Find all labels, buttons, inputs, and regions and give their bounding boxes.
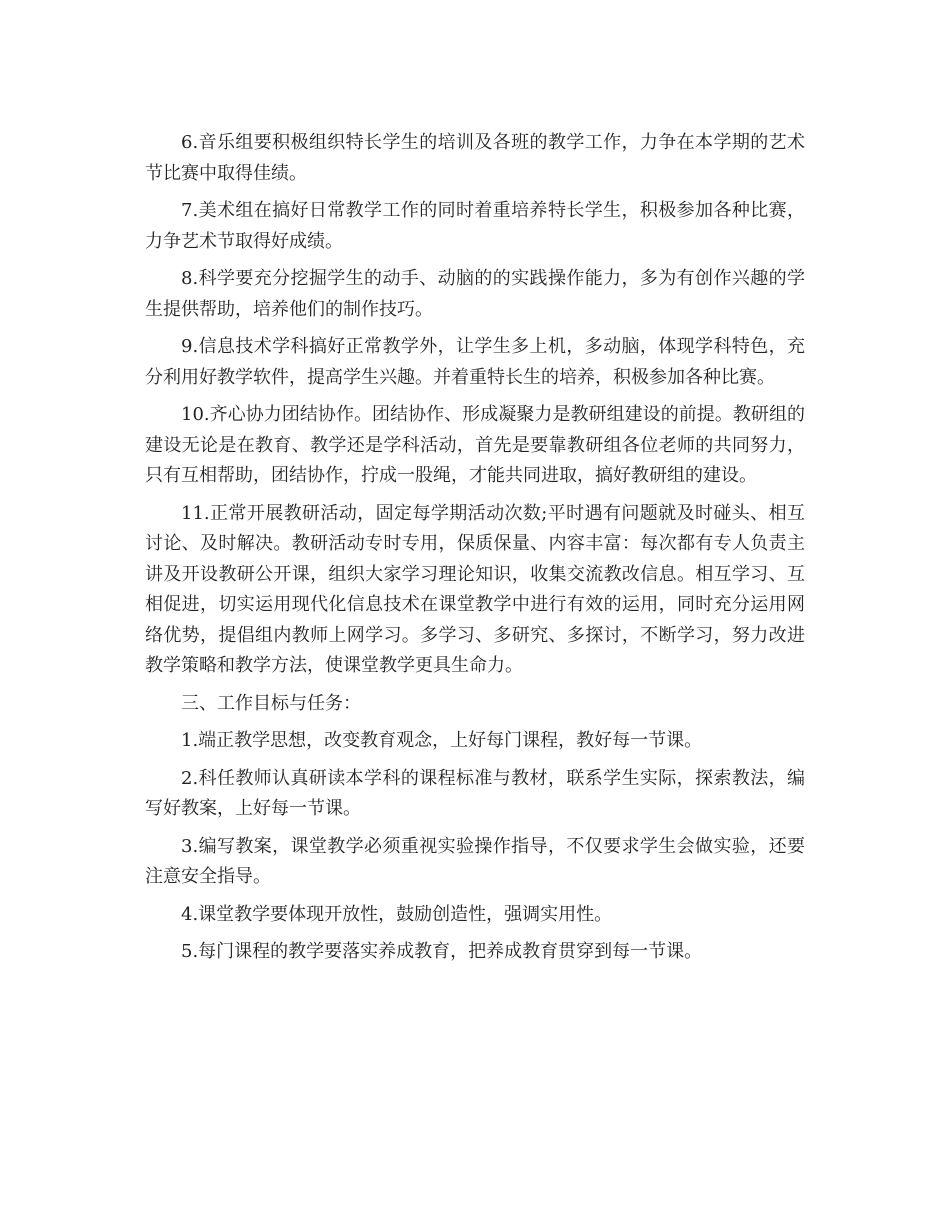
paragraph-8-science: 8.科学要充分挖掘学生的动手、动脑的的实践操作能力，多为有创作兴趣的学生提供帮助，培养他们的制作技巧。 — [145, 268, 805, 320]
goal-item-2: 2.科任教师认真研读本学科的课程标准与教材，联系学生实际，探索教法，编写好教案，上好每一节课。 — [145, 767, 805, 819]
paragraph-10-teamwork: 10.齐心协力团结协作。团结协作、形成凝聚力是教研组建设的前提。教研组的建设无论是在教育、教学还是学科活动，首先是要靠教研组各位老师的共同努力，只有互相帮助，团结协作，拧成一股绳，才能共同进取，搞好教研组的建设。 — [145, 404, 805, 486]
paragraph-7-art: 7.美术组在搞好日常教学工作的同时着重培养特长学生，积极参加各种比赛，力争艺术节取得好成绩。 — [145, 200, 805, 252]
goal-item-4: 4.课堂教学要体现开放性，鼓励创造性，强调实用性。 — [181, 903, 613, 925]
paragraph-6-music: 6.音乐组要积极组织特长学生的培训及各班的教学工作，力争在本学期的艺术节比赛中取得佳绩。 — [145, 132, 805, 184]
section-heading-goals: 三、工作目标与任务： — [181, 692, 361, 714]
goal-item-3: 3.编写教案，课堂教学必须重视实验操作指导，不仅要求学生会做实验，还要注意安全指导。 — [145, 835, 805, 887]
goal-item-1: 1.端正教学思想，改变教育观念，上好每门课程，教好每一节课。 — [181, 730, 703, 751]
paragraph-9-it: 9.信息技术学科搞好正常教学外，让学生多上机，多动脑，体现学科特色，充分利用好教学软件，提高学生兴趣。并着重特长生的培养，积极参加各种比赛。 — [145, 336, 805, 388]
paragraph-11-research: 11.正常开展教研活动，固定每学期活动次数;平时遇有问题就及时碰头、相互讨论、及时解决。教研活动专时专用，保质保量、内容丰富：每次都有专人负责主讲及开设教研公开课，组织大家学习理论知识，收集交流教改信息。相互学习、互相促进，切实运用现代化信息技术在课堂教学中进行有效的运用，同时充分运用网络优势，提倡组内教师上网学习。多学习、多研究、多探讨，不断学习，努力改进教学策略和教学方法，使课堂教学更具生命力。 — [145, 502, 805, 676]
document-body — [145, 128, 805, 975]
goal-item-5: 5.每门课程的教学要落实养成教育，把养成教育贯穿到每一节课。 — [181, 941, 703, 962]
